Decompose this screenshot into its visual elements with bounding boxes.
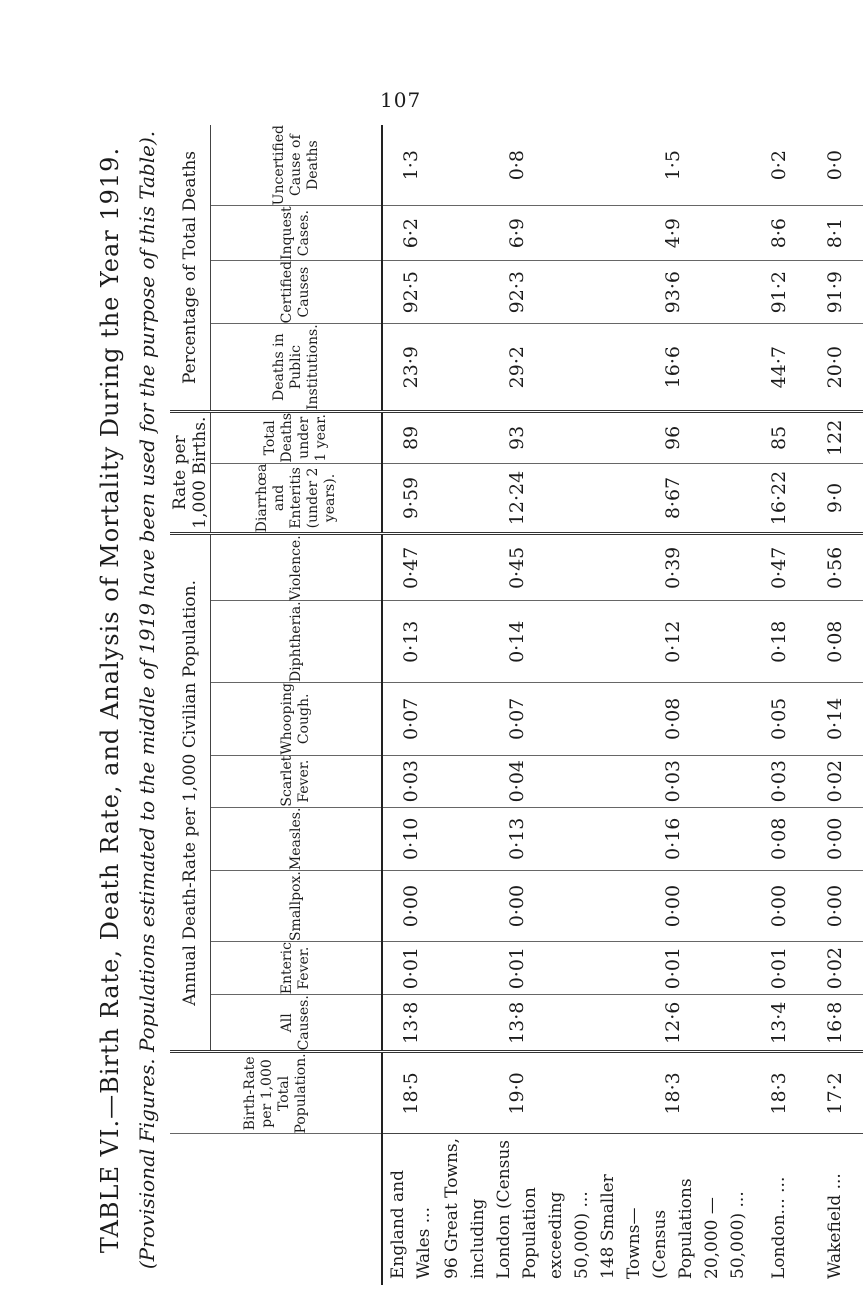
table-cell: 0·39	[595, 534, 751, 601]
table-cell: 0·08	[595, 683, 751, 756]
table-cell: 0·03	[382, 755, 439, 807]
table-cell: 8·1	[807, 206, 863, 261]
table-cell: 6·9	[439, 206, 595, 261]
table-cell: 0·00	[382, 871, 439, 942]
table-cell: 96	[595, 412, 751, 464]
table-cell: 17·2	[807, 1052, 863, 1134]
table-cell: 0·00	[807, 871, 863, 942]
table-cell: 0·8	[439, 125, 595, 206]
table-cell: 0·18	[751, 601, 807, 683]
table-cell: 0·01	[751, 942, 807, 995]
table-cell: 0·14	[439, 601, 595, 683]
table-cell: 0·16	[595, 807, 751, 871]
col-all-causes: All Causes.	[211, 995, 383, 1052]
table-cell: 0·00	[439, 871, 595, 942]
col-diarrhoea: Diarrhœa and Enteritis (under 2 years).	[211, 463, 383, 534]
col-violence: Violence.	[211, 534, 383, 601]
table-cell: 91·9	[807, 260, 863, 323]
table-cell: 92·5	[382, 260, 439, 323]
col-inquest-cases: Inquest Cases.	[211, 206, 383, 261]
table-cell: 9·59	[382, 463, 439, 534]
table-row	[807, 125, 863, 1285]
table-cell: 0·01	[382, 942, 439, 995]
table-cell: 9·0	[807, 463, 863, 534]
col-measles: Measles.	[211, 807, 383, 871]
table-cell: 0·2	[751, 125, 807, 206]
col-diphtheria: Diphtheria.	[211, 601, 383, 683]
table-cell: 0·13	[382, 601, 439, 683]
mortality-table-container	[170, 125, 846, 1285]
table-cell: 8·6	[751, 206, 807, 261]
table-cell: 16·8	[807, 995, 863, 1052]
table-cell: 8·67	[595, 463, 751, 534]
row-label-header	[170, 1134, 382, 1285]
col-deaths-under-1: Total Deaths under 1 year.	[211, 412, 383, 464]
col-certified-causes: Certified Causes	[211, 260, 383, 323]
table-cell: 18·3	[751, 1052, 807, 1134]
table-cell: 18·3	[595, 1052, 751, 1134]
table-row	[595, 125, 751, 1285]
group-annual-death-rate: Annual Death-Rate per 1,000 Civilian Population.	[170, 534, 211, 1052]
table-cell: 20·0	[807, 324, 863, 412]
table-cell: 12·24	[439, 463, 595, 534]
table-cell: 19·0	[439, 1052, 595, 1134]
table-cell: 92·3	[439, 260, 595, 323]
table-cell: 0·08	[751, 807, 807, 871]
table-cell: 0·00	[751, 871, 807, 942]
table-cell: 93	[439, 412, 595, 464]
col-scarlet-fever: Scarlet Fever.	[211, 755, 383, 807]
table-cell: 0·01	[439, 942, 595, 995]
col-uncertified: Uncertified Cause of Deaths	[211, 125, 383, 206]
table-cell: 13·4	[751, 995, 807, 1052]
table-cell: 4·9	[595, 206, 751, 261]
table-row	[439, 125, 595, 1285]
table-cell: 0·10	[382, 807, 439, 871]
table-cell: 0·14	[807, 683, 863, 756]
group-percentage-deaths: Percentage of Total Deaths	[170, 125, 211, 412]
table-cell: 0·13	[439, 807, 595, 871]
table-cell: 0·00	[807, 807, 863, 871]
table-cell: 23·9	[382, 324, 439, 412]
col-whooping-cough: Whooping Cough.	[211, 683, 383, 756]
table-row	[751, 125, 807, 1285]
table-cell: 0·45	[439, 534, 595, 601]
table-cell: 0·0	[807, 125, 863, 206]
group-rate-births: Rate per 1,000 Births.	[170, 412, 211, 534]
table-title: TABLE VI.—Birth Rate, Death Rate, and Analysis of Mortality During the Year 1919.	[96, 146, 124, 1254]
table-cell: 0·07	[439, 683, 595, 756]
table-cell: 0·05	[751, 683, 807, 756]
table-cell: 0·56	[807, 534, 863, 601]
table-cell: 0·03	[751, 755, 807, 807]
table-cell: 0·02	[807, 755, 863, 807]
row-label: 96 Great Towns, including London (Census Population exceeding 50,000) ...	[439, 1134, 595, 1285]
table-cell: 16·22	[751, 463, 807, 534]
table-row	[382, 125, 439, 1285]
col-enteric-fever: Enteric Fever.	[211, 942, 383, 995]
table-subtitle: (Provisional Figures. Populations estimated to the middle of 1919 have been used for the purpose of this Table).	[135, 130, 159, 1270]
table-cell: 12·6	[595, 995, 751, 1052]
table-cell: 122	[807, 412, 863, 464]
group-header-row	[170, 125, 211, 1285]
table-cell: 1·3	[382, 125, 439, 206]
table-cell: 0·03	[595, 755, 751, 807]
table-cell: 13·8	[382, 995, 439, 1052]
table-cell: 93·6	[595, 260, 751, 323]
col-smallpox: Smallpox.	[211, 871, 383, 942]
table-cell: 91·2	[751, 260, 807, 323]
table-cell: 0·12	[595, 601, 751, 683]
col-public-institutions: Deaths in Public Institutions.	[211, 324, 383, 412]
row-label: 148 Smaller Towns— (Census Populations 20,000 — 50,000) ...	[595, 1134, 751, 1285]
row-label: Wakefield ...	[807, 1134, 863, 1285]
table-cell: 0·07	[382, 683, 439, 756]
col-birth-rate: Birth-Rate per 1,000 Total Population.	[170, 1052, 382, 1134]
table-cell: 29·2	[439, 324, 595, 412]
table-cell: 6·2	[382, 206, 439, 261]
table-cell: 1·5	[595, 125, 751, 206]
table-cell: 85	[751, 412, 807, 464]
table-cell: 16·6	[595, 324, 751, 412]
table-cell: 0·01	[595, 942, 751, 995]
table-cell: 0·47	[382, 534, 439, 601]
page-number: 107	[380, 88, 422, 112]
table-cell: 0·08	[807, 601, 863, 683]
table-cell: 0·04	[439, 755, 595, 807]
table-cell: 13·8	[439, 995, 595, 1052]
table-cell: 0·47	[751, 534, 807, 601]
row-label: England and Wales ...	[382, 1134, 439, 1285]
table-cell: 18·5	[382, 1052, 439, 1134]
table-cell: 89	[382, 412, 439, 464]
table-cell: 0·02	[807, 942, 863, 995]
row-label: London... ...	[751, 1134, 807, 1285]
table-cell: 0·00	[595, 871, 751, 942]
mortality-table	[170, 125, 863, 1285]
table-cell: 44·7	[751, 324, 807, 412]
